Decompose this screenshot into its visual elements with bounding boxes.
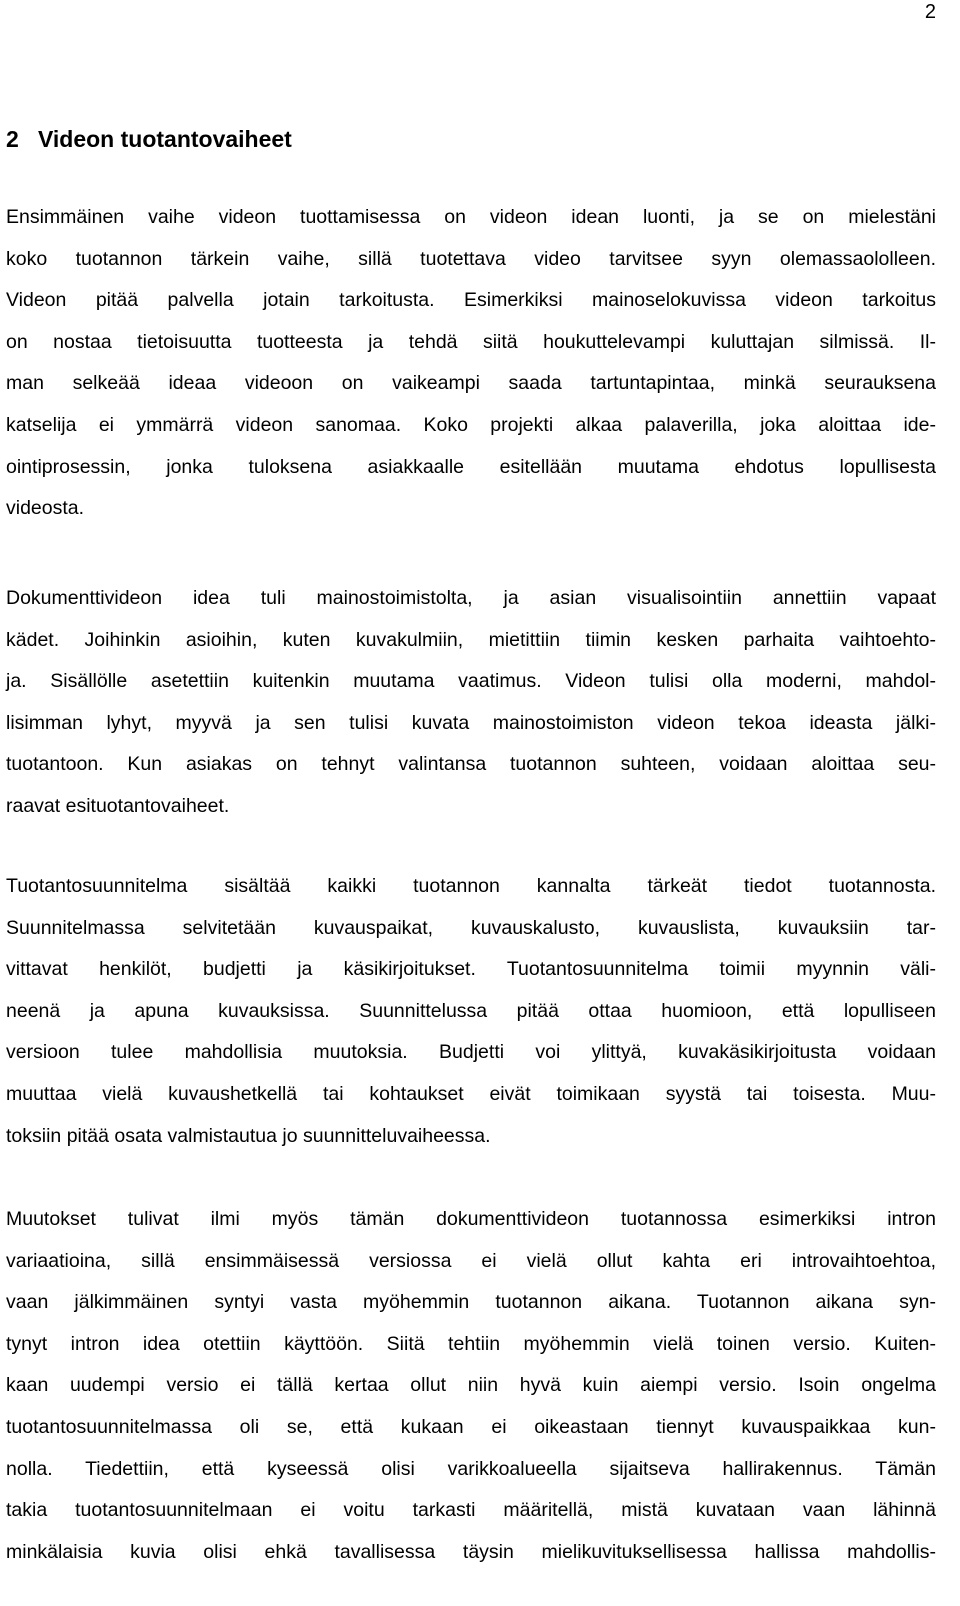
text-line: ja. Sisällölle asetettiin kuitenkin muutama vaatimus. Videon tulisi olla moderni, mahdol-	[6, 670, 936, 693]
text-line: takia tuotantosuunnitelmaan ei voitu tarkasti määritellä, mistä kuvataan vaan lähinnä	[6, 1499, 936, 1522]
text-line: minkälaisia kuvia olisi ehkä tavallisessa täysin mielikuvituksellisessa hallissa mahdollis-	[6, 1540, 936, 1563]
text-line: lisimman lyhyt, myyvä ja sen tulisi kuvata mainostoimiston videon tekoa ideasta jälki-	[6, 711, 936, 734]
text-line: katselija ei ymmärrä videon sanomaa. Koko projekti alkaa palaverilla, joka aloittaa ide-	[6, 413, 936, 436]
text-line: on nostaa tietoisuutta tuotteesta ja tehdä siitä houkuttelevampi kuluttajan silmissä. Il-	[6, 330, 936, 353]
text-line: variaatioina, sillä ensimmäisessä versiossa ei vielä ollut kahta eri introvaihtoehtoa,	[6, 1249, 936, 1272]
paragraph-3	[6, 866, 936, 1157]
text-line: muuttaa vielä kuvaushetkellä tai kohtaukset eivät toimikaan syystä tai toisesta. Muu-	[6, 1082, 936, 1105]
text-line: vaan jälkimmäinen syntyi vasta myöhemmin tuotannon aikana. Tuotannon aikana syn-	[6, 1291, 936, 1314]
section-heading: 2 Videon tuotantovaiheet	[6, 126, 292, 152]
text-line: kädet. Joihinkin asioihin, kuten kuvakulmiin, mietittiin tiimin kesken parhaita vaihtoehto-	[6, 628, 936, 651]
text-line: ointiprosessin, jonka tuloksena asiakkaalle esitellään muutama ehdotus lopullisesta	[6, 455, 936, 478]
text-line: neenä ja apuna kuvauksissa. Suunnittelussa pitää ottaa huomioon, että lopulliseen	[6, 999, 936, 1022]
text-line: Suunnitelmassa selvitetään kuvauspaikat, kuvauskalusto, kuvauslista, kuvauksiin tar-	[6, 916, 936, 939]
paragraph-4	[6, 1199, 936, 1573]
paragraph-1	[6, 197, 936, 530]
text-line: tuotantosuunnitelmassa oli se, että kukaan ei oikeastaan tiennyt kuvauspaikkaa kun-	[6, 1415, 936, 1438]
text-line: toksiin pitää osata valmistautua jo suunnitteluvaiheessa.	[6, 1124, 491, 1147]
text-line: Ensimmäinen vaihe videon tuottamisessa on videon idean luonti, ja se on mielestäni	[6, 206, 936, 228]
text-line: kaan uudempi versio ei tällä kertaa ollut niin hyvä kuin aiempi versio. Isoin ongelma	[6, 1374, 936, 1397]
text-line: Videon pitää palvella jotain tarkoitusta. Esimerkiksi mainoselokuvissa videon tarkoitus	[6, 289, 936, 312]
text-line: Muutokset tulivat ilmi myös tämän dokumenttivideon tuotannossa esimerkiksi intron	[6, 1208, 936, 1230]
text-line: vittavat henkilöt, budjetti ja käsikirjoitukset. Tuotantosuunnitelma toimii myynnin väli-	[6, 958, 936, 981]
text-line: nolla. Tiedettiin, että kyseessä olisi varikkoalueella sijaitseva hallirakennus. Tämän	[6, 1457, 936, 1480]
text-line: man selkeää ideaa videoon on vaikeampi saada tartuntapintaa, minkä seurauksena	[6, 372, 936, 395]
text-line: tuotantoon. Kun asiakas on tehnyt valintansa tuotannon suhteen, voidaan aloittaa seu-	[6, 753, 936, 776]
text-line: koko tuotannon tärkein vaihe, sillä tuotettava video tarvitsee syyn olemassaololleen.	[6, 247, 936, 270]
page-number: 2	[924, 1, 936, 23]
text-line: videosta.	[6, 497, 85, 520]
text-line: versioon tulee mahdollisia muutoksia. Budjetti voi ylittyä, kuvakäsikirjoitusta voidaan	[6, 1041, 936, 1064]
paragraph-2	[6, 578, 936, 828]
text-line: tynyt intron idea otettiin käyttöön. Siitä tehtiin myöhemmin vielä toinen versio. Kuiten-	[6, 1332, 936, 1355]
text-line: raavat esituotantovaiheet.	[6, 794, 230, 817]
text-line: Tuotantosuunnitelma sisältää kaikki tuotannon kannalta tärkeät tiedot tuotannosta.	[6, 875, 936, 897]
text-line: Dokumenttivideon idea tuli mainostoimistolta, ja asian visualisointiin annettiin vapaat	[6, 587, 936, 609]
